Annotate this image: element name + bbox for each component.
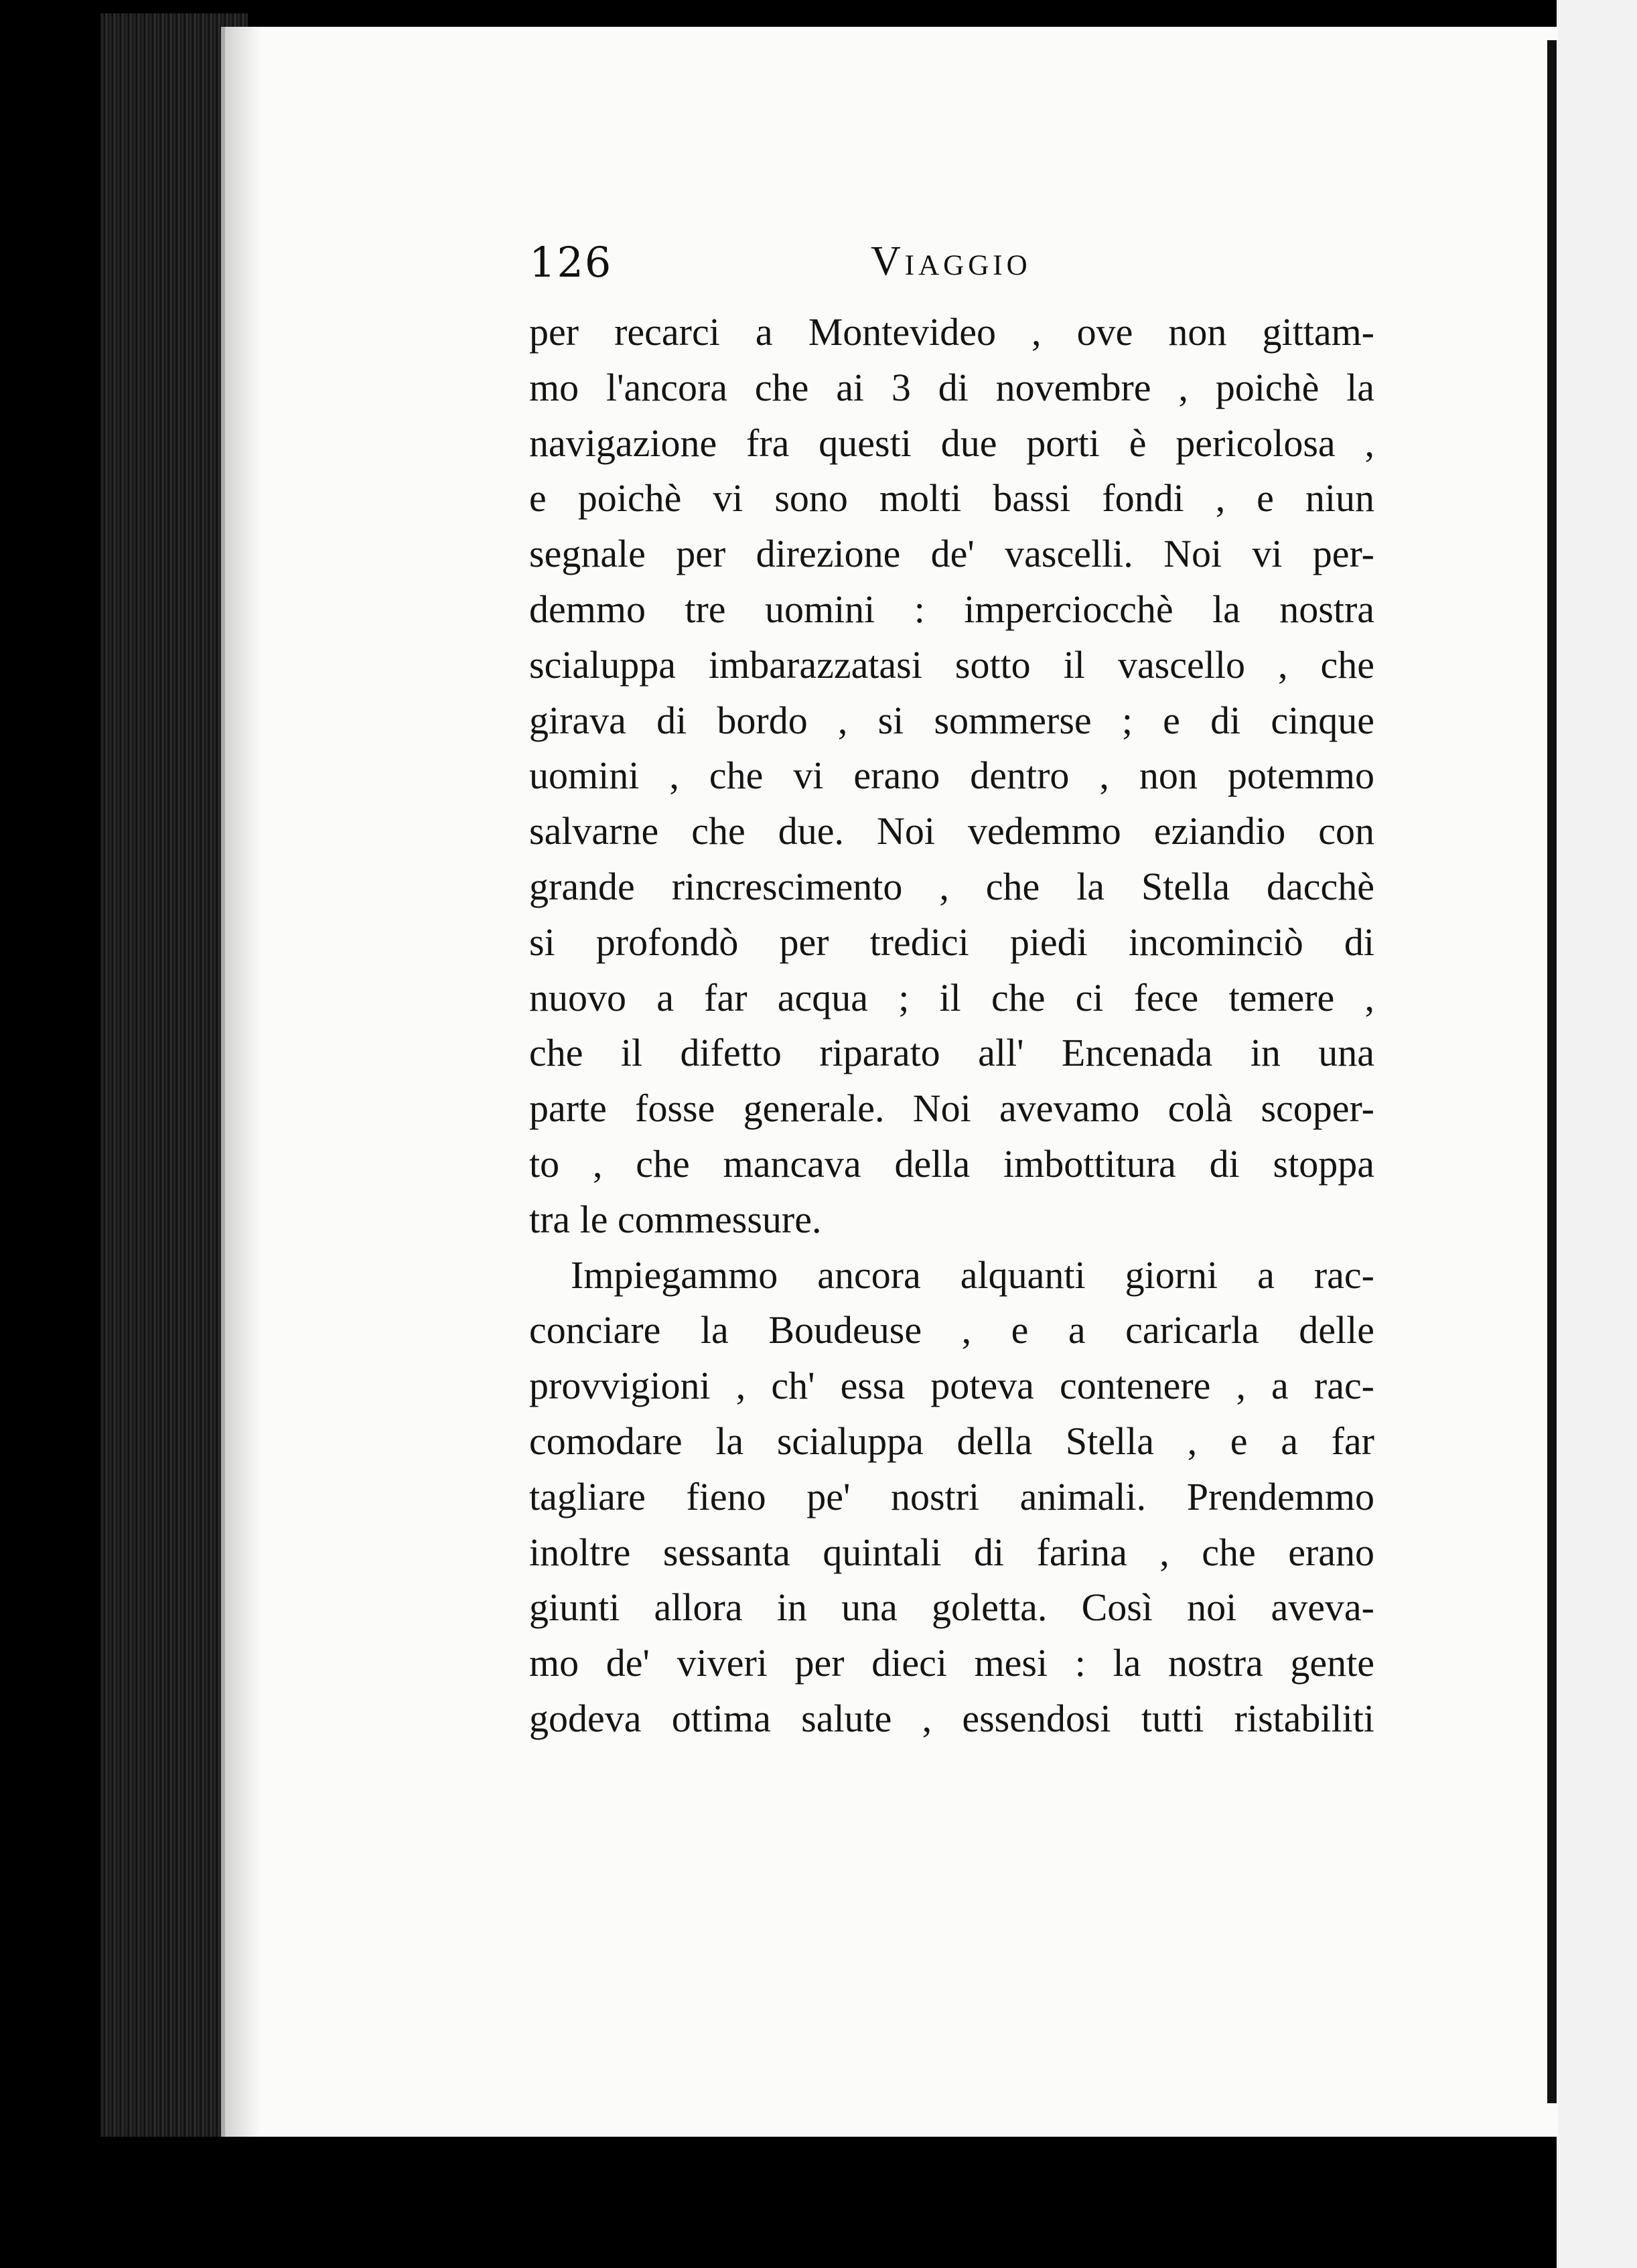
text-line: parte fosse generale. Noi avevamo colà scoper-: [529, 1086, 1374, 1131]
running-head: Viaggio: [871, 238, 1031, 284]
paragraph: [529, 1248, 1374, 1747]
text-line: grande rincrescimento , che la Stella dacchè: [529, 864, 1374, 908]
text-line: scialuppa imbarazzatasi sotto il vascello , che: [529, 642, 1374, 687]
text-line: si profondò per tredici piedi incominciò di: [529, 920, 1374, 964]
text-line: godeva ottima salute , essendosi tutti ristabiliti: [529, 1696, 1374, 1740]
text-line: segnale per direzione de' vascelli. Noi vi per-: [529, 532, 1374, 576]
text-line: uomini , che vi erano dentro , non potemmo: [529, 754, 1374, 798]
text-line: per recarci a Montevideo , ove non gittam-: [529, 310, 1374, 354]
text-line: provvigioni , ch' essa poteva contenere , a rac-: [529, 1364, 1374, 1408]
page-header: [529, 231, 1374, 291]
body-text: [529, 305, 1374, 1747]
text-line: navigazione fra questi due porti è pericolosa ,: [529, 421, 1374, 465]
text-line: inoltre sessanta quintali di farina , che erano: [529, 1530, 1374, 1574]
scan-border: [1547, 40, 1557, 2103]
paragraph: [529, 305, 1374, 1248]
text-line: salvarne che due. Noi vedemmo eziandio con: [529, 809, 1374, 853]
scan-margin: [1557, 0, 1637, 2268]
text-line: nuovo a far acqua ; il che ci fece temere ,: [529, 975, 1374, 1019]
gutter-shadow: [221, 27, 261, 2137]
text-line: girava di bordo , si sommerse ; e di cinque: [529, 698, 1374, 742]
text-line: Impiegammo ancora alquanti giorni a rac-: [571, 1253, 1374, 1297]
text-line: tagliare fieno pe' nostri animali. Prendemmo: [529, 1474, 1374, 1518]
text-line: comodare la scialuppa della Stella , e a far: [529, 1419, 1374, 1463]
text-line: mo l'ancora che ai 3 di novembre , poichè la: [529, 365, 1374, 409]
text-line: conciare la Boudeuse , e a caricarla delle: [529, 1308, 1374, 1352]
text-line: tra le commessure.: [529, 1197, 822, 1241]
text-line: mo de' viveri per dieci mesi : la nostra gente: [529, 1641, 1374, 1685]
text-line: to , che mancava della imbottitura di stoppa: [529, 1141, 1374, 1186]
text-line: giunti allora in una goletta. Così noi aveva-: [529, 1585, 1374, 1630]
text-line: che il difetto riparato all' Encenada in una: [529, 1031, 1374, 1075]
text-line: demmo tre uomini : imperciocchè la nostra: [529, 587, 1374, 631]
page-number: 126: [529, 238, 613, 287]
text-line: e poichè vi sono molti bassi fondi , e niun: [529, 476, 1374, 520]
